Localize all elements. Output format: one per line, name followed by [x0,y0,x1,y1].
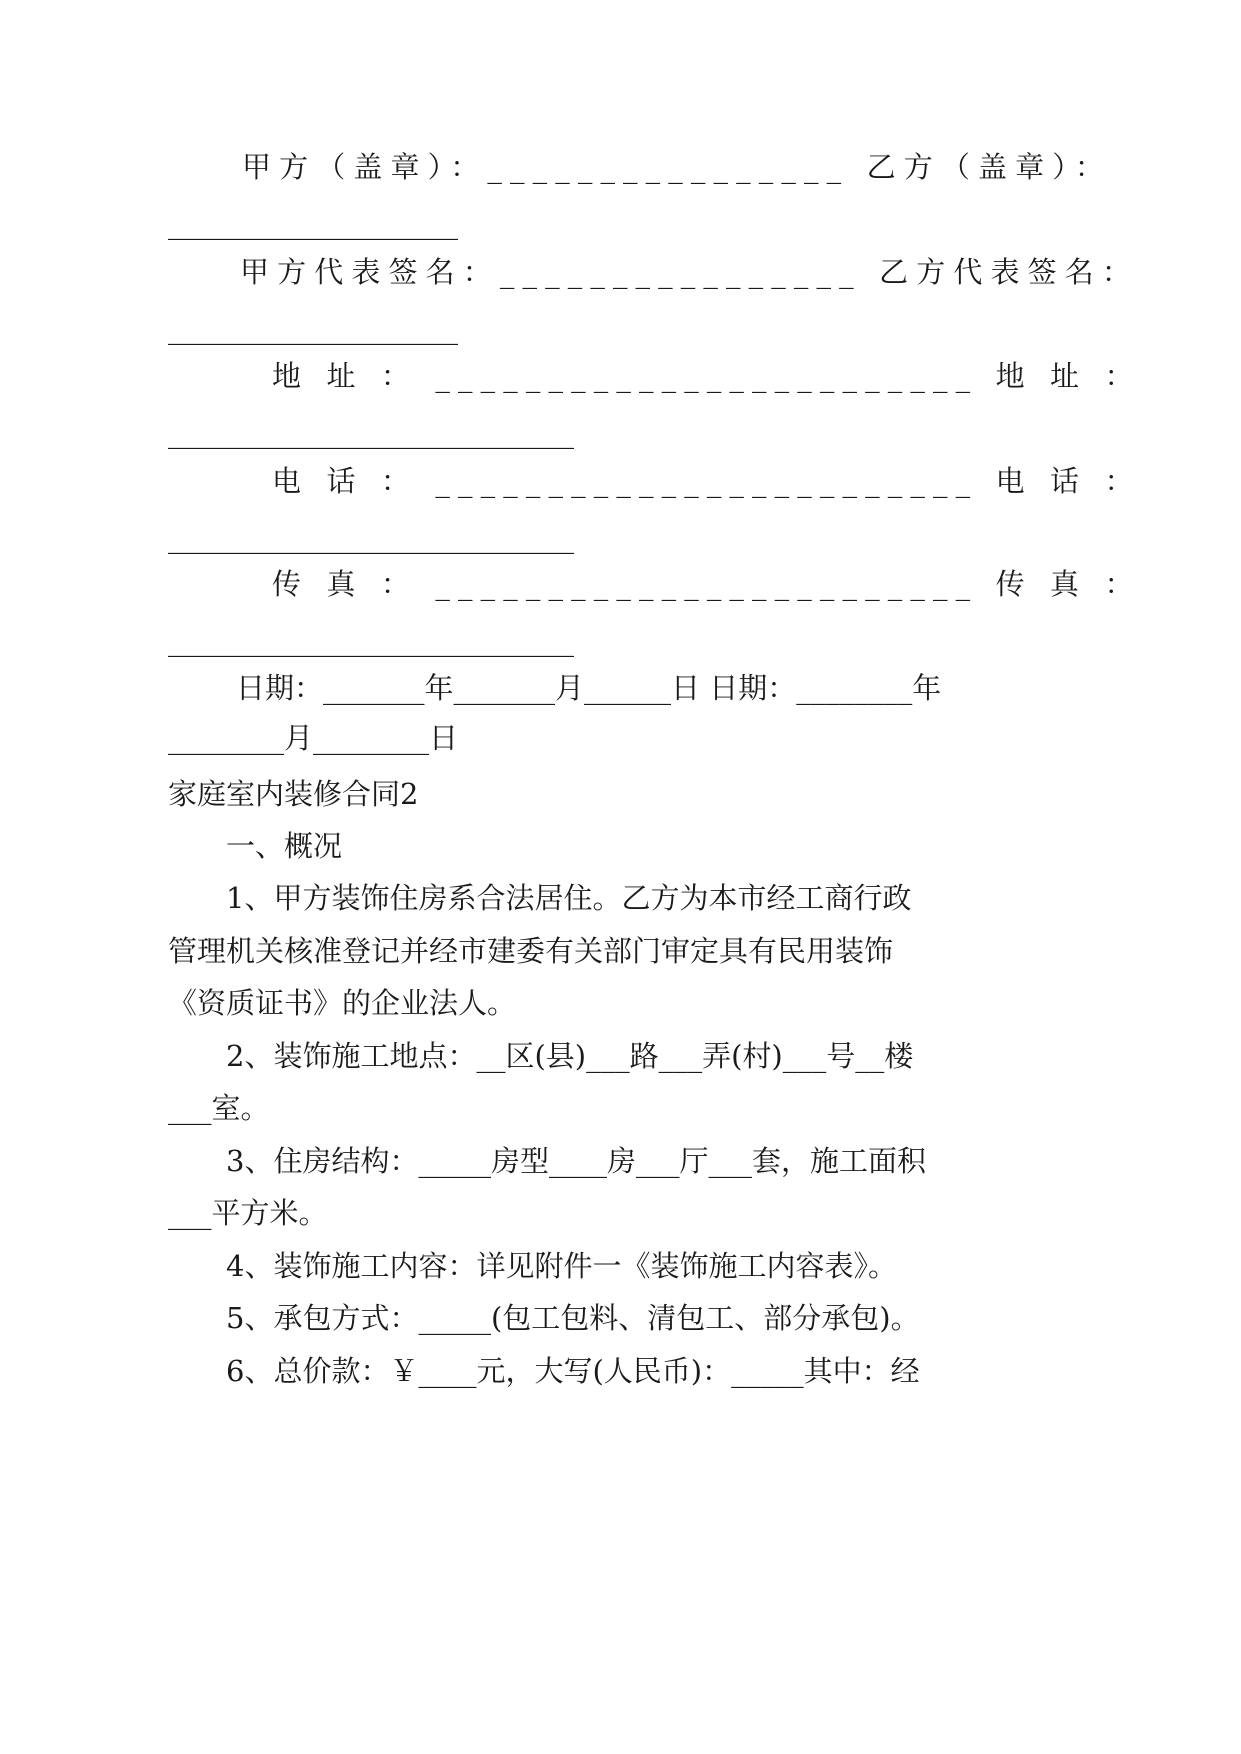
address-blank: ____________________________ [168,415,574,449]
clause-5: 5、承包方式：_____(包工包料、清包工、部分承包)。 [226,1301,920,1335]
date-line-continued: ________月________日 [168,721,459,755]
party-b-seal-blank: ____________________ [168,206,458,240]
clause-2-line-2: ___室。 [168,1091,270,1125]
clause-4: 4、装饰施工内容：详见附件一《装饰施工内容表》。 [226,1249,897,1283]
party-a-rep-line: 甲方代表签名：________________ 乙方代表签名： [240,255,1139,289]
clause-1-line-2: 管理机关核准登记并经市建委有关部门审定具有民用装饰 [168,934,894,968]
date-line: 日期：_______年_______月______日 日期：________年 [236,671,942,705]
party-a-seal-line: 甲方（盖章）：________________ 乙方（盖章）： [242,150,1112,184]
section-heading-overview: 一、概况 [226,829,343,863]
clause-2-line-1: 2、装饰施工地点：__区(县)___路___弄(村)___号__楼 [226,1039,914,1073]
clause-3-line-1: 3、住房结构：_____房型____房___厅___套，施工面积 [226,1144,926,1178]
phone-blank: ____________________________ [168,520,574,554]
party-b-rep-blank: ____________________ [168,311,458,345]
clause-6: 6、总价款：￥____元，大写(人民币)：_____其中：经 [226,1354,920,1388]
clause-3-line-2: ___平方米。 [168,1196,328,1230]
clause-1-line-1: 1、甲方装饰住房系合法居住。乙方为本市经工商行政 [226,881,912,915]
fax-line: 传 真 ： ________________________ 传 真 ： [272,567,1142,601]
address-line: 地 址 ： ________________________ 地 址 ： [272,359,1142,393]
contract-title: 家庭室内装修合同2 [168,777,419,811]
fax-blank: ____________________________ [168,623,574,657]
clause-1-line-3: 《资质证书》的企业法人。 [168,986,517,1020]
phone-line: 电 话 ： ________________________ 电 话 ： [272,464,1142,498]
